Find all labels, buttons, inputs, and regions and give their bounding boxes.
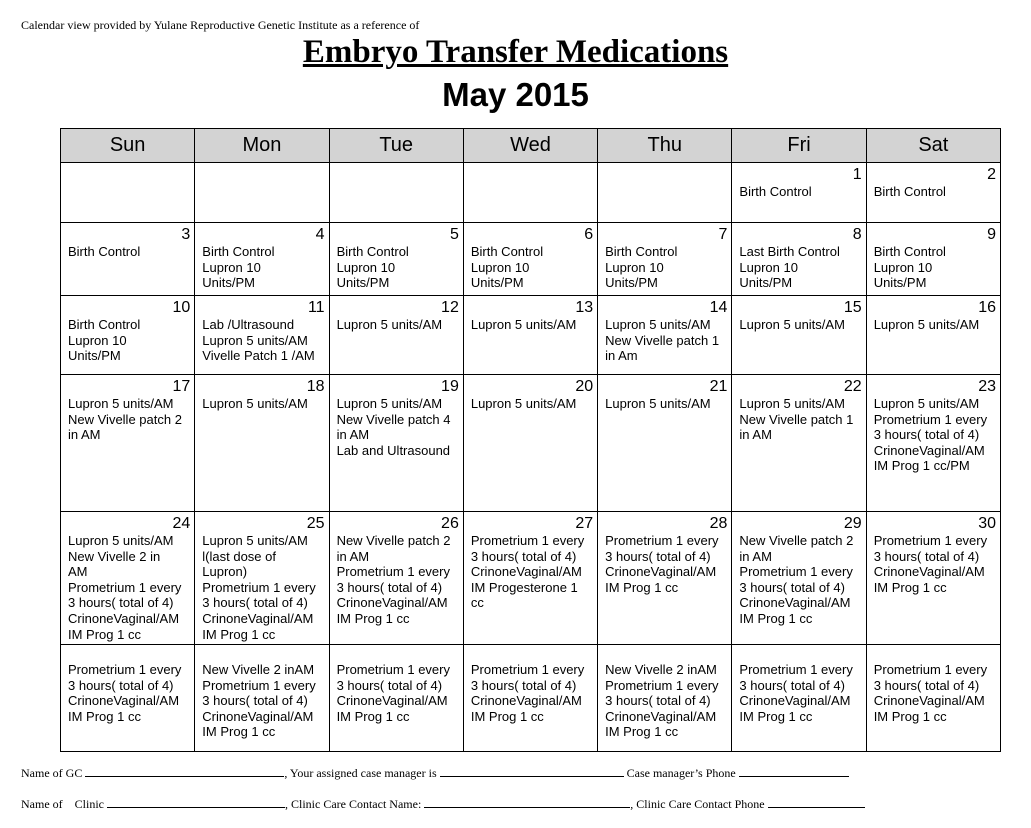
medication-entry: New Vivelle patch 2 [68, 411, 182, 427]
medication-entry: Lupron 5 units/AM [336, 317, 443, 332]
medication-entry: Lupron 5 units/AM [739, 317, 845, 332]
medication-entry: 3 hours( total of 4) [873, 427, 980, 443]
medication-entry: CrinoneVaginal/AM [202, 610, 314, 626]
medication-entry: Prometrium 1 every [605, 533, 719, 548]
medication-entry: IM Prog 1 cc [470, 708, 544, 724]
medication-entry: Units/PM [739, 275, 793, 291]
medication-entry: CrinoneVaginal/AM [202, 708, 314, 724]
day-number [337, 648, 459, 662]
medication-entry: AM [68, 564, 88, 580]
medication-entry: IM Prog 1 cc [336, 708, 410, 724]
medication-entry: IM Prog 1 cc [739, 708, 813, 724]
medication-entry: Birth Control [605, 244, 678, 259]
medication-entry: in AM [739, 427, 772, 443]
medication-entry: 3 hours( total of 4) [202, 693, 308, 709]
calendar-table [60, 128, 1001, 752]
day-number: 11 [307, 299, 325, 316]
medication-entry: IM Prog 1 cc [202, 724, 276, 740]
medication-entry: Units/PM [605, 275, 658, 291]
day-number [605, 166, 727, 184]
medication-entry: Lupron 5 units/AM [873, 317, 980, 332]
medication-entry: cc [470, 595, 484, 611]
medication-entry: 3 hours( total of 4) [68, 677, 174, 693]
case-manager-label: , Your assigned case manager is [284, 766, 437, 780]
case-manager-phone-blank[interactable] [739, 765, 849, 777]
medication-entry: Birth Control [873, 184, 946, 199]
day-number: 26 [441, 515, 459, 532]
medication-entry: Lupron 5 units/AM [470, 396, 577, 411]
medication-entry: New Vivelle patch 1 [605, 332, 720, 348]
day-number: 1 [852, 166, 862, 183]
document-title: Embryo Transfer Medications [302, 34, 729, 70]
calendar-day-cell [463, 163, 597, 223]
day-number [471, 166, 593, 184]
medication-entry: CrinoneVaginal/AM [336, 693, 448, 709]
weekday-header-row [61, 129, 1001, 163]
case-manager-blank[interactable] [440, 765, 624, 777]
medication-entry: Prometrium 1 every [336, 564, 450, 580]
calendar-day-cell [329, 296, 463, 375]
day-number: 6 [584, 226, 594, 243]
footer-row-gc [21, 765, 849, 781]
calendar-day-cell [732, 375, 866, 512]
medication-entry: Lupron) [202, 564, 248, 580]
day-number: 29 [843, 515, 862, 532]
medication-entry: CrinoneVaginal/AM [873, 564, 985, 580]
medication-entry: Lupron 5 units/AM [605, 317, 711, 332]
intro-text: Calendar view provided by Yulane Reproductive Genetic Institute as a reference of [21, 18, 420, 32]
medication-entry: Prometrium 1 every [336, 662, 450, 677]
calendar-day-cell [329, 163, 463, 223]
day-number [605, 648, 727, 662]
day-number: 23 [978, 378, 996, 395]
clinic-label: Name of Clinic [21, 797, 104, 811]
calendar-week-row [61, 223, 1001, 296]
calendar-day-cell [598, 296, 732, 375]
medication-entry: IM Prog 1 cc [873, 708, 947, 724]
medication-entry: Lupron 10 [470, 259, 530, 275]
medication-entry: 3 hours( total of 4) [873, 548, 980, 564]
medication-entry: Units/PM [470, 275, 524, 291]
gc-label: Name of GC [21, 766, 83, 780]
day-number: 14 [709, 299, 728, 316]
medication-entry: New Vivelle patch 2 [739, 533, 854, 548]
calendar-day-cell [732, 645, 866, 752]
medication-entry: Prometrium 1 every [739, 564, 853, 580]
calendar-day-cell [61, 645, 195, 752]
day-number [337, 166, 459, 184]
medication-entry: Lab /Ultrasound [202, 317, 295, 332]
medication-entry: Prometrium 1 every [202, 677, 316, 693]
day-number [202, 166, 324, 184]
medication-entry: Lab and Ultrasound [336, 442, 451, 458]
medication-entry: Birth Control [470, 244, 544, 259]
calendar-day-cell [598, 163, 732, 223]
weekday-header-mon: Mon [195, 129, 329, 163]
clinic-contact-blank[interactable] [424, 796, 630, 808]
calendar-day-cell [598, 375, 732, 512]
medication-entry: Birth Control [739, 184, 812, 199]
day-number: 12 [441, 299, 459, 316]
day-number: 3 [181, 226, 191, 243]
medication-entry: IM Prog 1 cc [68, 626, 141, 642]
weekday-header-wed: Wed [463, 129, 597, 163]
medication-entry: IM Prog 1 cc [202, 626, 276, 642]
medication-entry: Birth Control [873, 244, 946, 259]
medication-entry: in AM [68, 427, 101, 443]
medication-entry: IM Prog 1 cc [605, 579, 679, 595]
medication-entry: 3 hours( total of 4) [336, 677, 443, 693]
calendar-week-row [61, 512, 1001, 645]
medication-entry: Prometrium 1 every [605, 677, 719, 693]
weekday-header-tue: Tue [329, 129, 463, 163]
medication-entry: IM Prog 1 cc [605, 724, 679, 740]
medication-entry: Units/PM [202, 275, 256, 291]
medication-entry: IM Progesterone 1 [470, 579, 578, 595]
medication-entry: New Vivelle 2 in [68, 548, 161, 564]
day-number: 19 [441, 378, 459, 395]
medication-entry: 3 hours( total of 4) [202, 595, 308, 611]
calendar-day-cell [866, 223, 1000, 296]
calendar-day-cell [61, 296, 195, 375]
calendar-day-cell [732, 223, 866, 296]
medication-entry: CrinoneVaginal/AM [739, 693, 851, 709]
calendar-day-cell [866, 296, 1000, 375]
day-number: 28 [709, 515, 728, 532]
calendar-day-cell [329, 223, 463, 296]
medication-entry: Lupron 5 units/AM [202, 396, 308, 411]
day-number: 24 [172, 515, 191, 532]
calendar-day-cell [732, 163, 866, 223]
medication-entry: CrinoneVaginal/AM [470, 564, 582, 580]
medication-entry: Prometrium 1 every [873, 662, 988, 677]
calendar-day-cell [732, 296, 866, 375]
day-number [739, 648, 861, 662]
calendar-day-cell [732, 512, 866, 645]
day-number: 17 [172, 378, 191, 395]
day-number [471, 648, 593, 662]
medication-entry: New Vivelle patch 1 [739, 411, 854, 427]
day-number: 8 [852, 226, 862, 243]
calendar-day-cell [598, 223, 732, 296]
day-number: 16 [978, 299, 996, 316]
calendar-day-cell [598, 645, 732, 752]
day-number: 7 [718, 226, 728, 243]
medication-entry: 3 hours( total of 4) [336, 579, 443, 595]
medication-entry: in AM [739, 548, 772, 564]
calendar-day-cell [329, 645, 463, 752]
calendar-day-cell [195, 375, 329, 512]
medication-entry: Prometrium 1 every [68, 662, 182, 677]
medication-entry: 3 hours( total of 4) [470, 548, 577, 564]
medication-entry: New Vivelle 2 inAM [605, 662, 717, 677]
medication-entry: 3 hours( total of 4) [605, 693, 711, 709]
calendar-day-cell [866, 645, 1000, 752]
medication-entry: Lupron 5 units/AM [873, 396, 980, 411]
medication-entry: Lupron 10 [739, 259, 798, 275]
day-number: 2 [987, 166, 996, 183]
day-number: 27 [575, 515, 594, 532]
medication-entry: CrinoneVaginal/AM [873, 693, 985, 709]
medication-entry: 3 hours( total of 4) [873, 677, 980, 693]
day-number: 20 [575, 378, 594, 395]
weekday-header-thu: Thu [598, 129, 732, 163]
weekday-header-sun: Sun [61, 129, 195, 163]
calendar-day-cell [195, 223, 329, 296]
calendar-day-cell [463, 645, 597, 752]
case-manager-phone-label: Case manager’s Phone [626, 766, 736, 780]
medication-entry: Lupron 10 [873, 259, 933, 275]
calendar-week-row [61, 163, 1001, 223]
medication-entry: CrinoneVaginal/AM [739, 595, 851, 611]
medication-entry: Lupron 5 units/AM [739, 396, 845, 411]
day-number: 13 [575, 299, 594, 316]
medication-entry: Lupron 10 [68, 332, 127, 348]
calendar-day-cell [463, 375, 597, 512]
calendar-day-cell [61, 375, 195, 512]
clinic-name-blank[interactable] [107, 796, 285, 808]
medication-entry: Lupron 5 units/AM [68, 533, 174, 548]
gc-name-blank[interactable] [85, 765, 284, 777]
footer-row-clinic [21, 796, 865, 812]
medication-entry: 3 hours( total of 4) [605, 548, 711, 564]
calendar-day-cell [329, 512, 463, 645]
medication-entry: 3 hours( total of 4) [68, 595, 174, 611]
medication-entry: New Vivelle patch 2 [336, 533, 451, 548]
medication-entry: Prometrium 1 every [873, 533, 988, 548]
medication-entry: Lupron 5 units/AM [68, 396, 174, 411]
medication-entry: Vivelle Patch 1 /AM [202, 348, 315, 364]
calendar-week-row [61, 375, 1001, 512]
calendar-day-cell [866, 375, 1000, 512]
day-number [68, 648, 190, 662]
medication-entry: Birth Control [202, 244, 275, 259]
weekday-header-fri: Fri [732, 129, 866, 163]
clinic-contact-phone-blank[interactable] [768, 796, 865, 808]
medication-entry: Lupron 10 [202, 259, 261, 275]
medication-entry: Lupron 10 [605, 259, 664, 275]
medication-entry: CrinoneVaginal/AM [68, 610, 180, 626]
day-number: 22 [843, 378, 862, 395]
medication-entry: IM Prog 1 cc [336, 610, 410, 626]
medication-entry: New Vivelle 2 inAM [202, 662, 315, 677]
medication-entry: Birth Control [336, 244, 409, 259]
medication-entry: 3 hours( total of 4) [739, 579, 845, 595]
calendar-day-cell [61, 163, 195, 223]
calendar-day-cell [463, 223, 597, 296]
medication-entry: in AM [336, 427, 370, 443]
calendar-body [61, 163, 1001, 752]
medication-entry: IM Prog 1 cc [739, 610, 813, 626]
day-number: 10 [172, 299, 191, 316]
month-title: May 2015 [442, 76, 589, 113]
medication-entry: Last Birth Control [739, 244, 840, 259]
medication-entry: Lupron 5 units/AM [336, 396, 443, 411]
medication-entry: l(last dose of [202, 548, 276, 564]
medication-entry: CrinoneVaginal/AM [873, 442, 985, 458]
medication-entry: Prometrium 1 every [873, 411, 988, 427]
medication-entry: in Am [605, 348, 638, 364]
calendar-day-cell [195, 645, 329, 752]
medication-entry: Prometrium 1 every [470, 533, 585, 548]
medication-entry: IM Prog 1 cc [68, 708, 141, 724]
calendar-day-cell [866, 512, 1000, 645]
medication-entry: New Vivelle patch 4 [336, 411, 451, 427]
medication-entry: CrinoneVaginal/AM [605, 564, 717, 580]
medication-entry: CrinoneVaginal/AM [336, 595, 448, 611]
medication-entry: Units/PM [68, 348, 121, 364]
medication-entry: CrinoneVaginal/AM [470, 693, 582, 709]
medication-entry: Units/PM [873, 275, 927, 291]
medication-entry: Prometrium 1 every [470, 662, 585, 677]
medication-entry: CrinoneVaginal/AM [605, 708, 717, 724]
medication-entry: CrinoneVaginal/AM [68, 693, 180, 709]
calendar-day-cell [195, 163, 329, 223]
medication-entry: Lupron 5 units/AM [202, 533, 308, 548]
weekday-header-sat: Sat [866, 129, 1000, 163]
medication-entry: Lupron 5 units/AM [202, 332, 308, 348]
medication-entry: Units/PM [336, 275, 390, 291]
day-number: 25 [306, 515, 325, 532]
medication-entry: Prometrium 1 every [202, 579, 316, 595]
day-number [68, 166, 190, 184]
clinic-contact-phone-label: , Clinic Care Contact Phone [630, 797, 765, 811]
calendar-day-cell [463, 296, 597, 375]
calendar-day-cell [463, 512, 597, 645]
calendar-week-row [61, 645, 1001, 752]
calendar-day-cell [195, 296, 329, 375]
medication-entry: 3 hours( total of 4) [470, 677, 577, 693]
day-number: 15 [843, 299, 862, 316]
medication-entry: Prometrium 1 every [68, 579, 182, 595]
day-number: 4 [315, 226, 325, 243]
day-number: 21 [709, 378, 728, 395]
medication-entry: Lupron 5 units/AM [470, 317, 577, 332]
calendar-day-cell [329, 375, 463, 512]
calendar-day-cell [866, 163, 1000, 223]
day-number: 30 [978, 515, 996, 532]
medication-entry: Birth Control [68, 244, 141, 259]
day-number: 5 [449, 226, 459, 243]
day-number: 9 [987, 226, 996, 243]
medication-entry: Prometrium 1 every [739, 662, 853, 677]
medication-entry: Lupron 5 units/AM [605, 396, 711, 411]
day-number [874, 648, 996, 662]
medication-entry: IM Prog 1 cc/PM [873, 458, 970, 474]
calendar-day-cell [61, 223, 195, 296]
calendar-day-cell [598, 512, 732, 645]
calendar-week-row [61, 296, 1001, 375]
medication-entry: 3 hours( total of 4) [739, 677, 845, 693]
calendar-day-cell [195, 512, 329, 645]
day-number: 18 [306, 378, 325, 395]
medication-entry: Birth Control [68, 317, 141, 332]
medication-entry: in AM [336, 548, 370, 564]
day-number [202, 648, 324, 662]
medication-entry: IM Prog 1 cc [873, 579, 947, 595]
clinic-contact-label: , Clinic Care Contact Name: [284, 797, 422, 811]
medication-entry: Lupron 10 [336, 259, 396, 275]
calendar-day-cell [61, 512, 195, 645]
